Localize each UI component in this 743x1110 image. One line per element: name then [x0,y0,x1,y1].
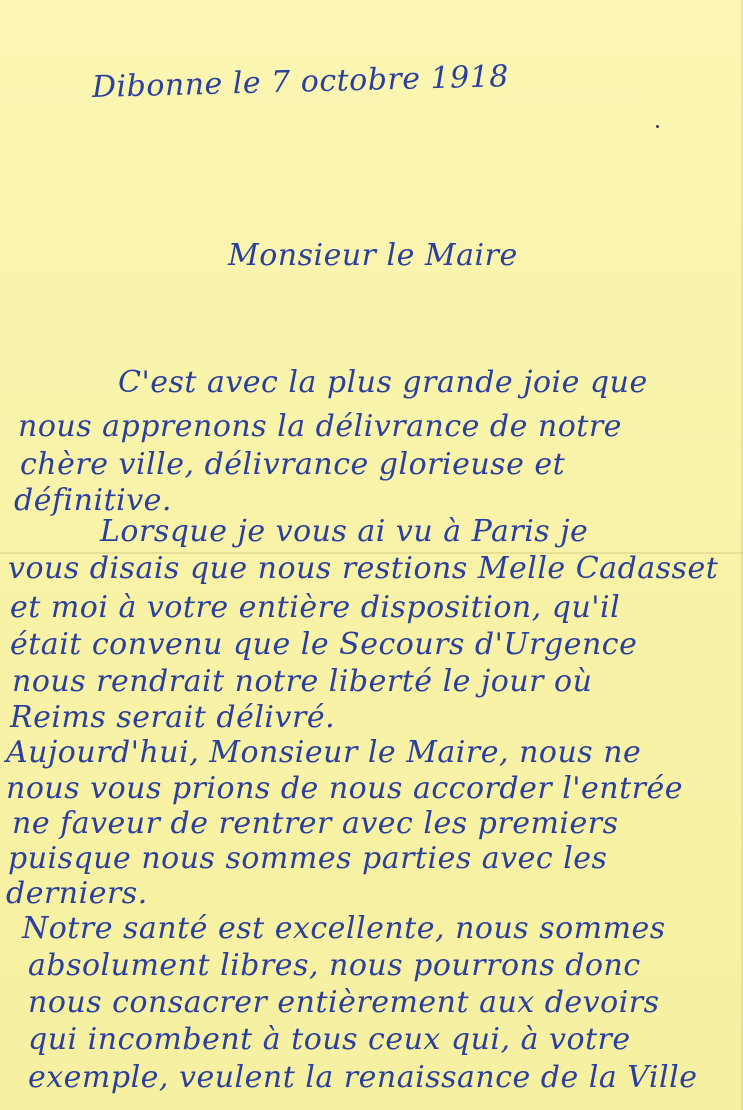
letter-line: définitive. [14,483,172,518]
letter-line: Lorsque je vous ai vu à Paris je [100,514,589,549]
letter-line: Reims serait délivré. [10,700,336,735]
letter-line: qui incombent à tous ceux qui, à votre [28,1022,631,1057]
ink-speck [656,125,659,128]
letter-line: et moi à votre entière disposition, qu'il [10,590,621,625]
letter-line: Notre santé est excellente, nous sommes [22,911,666,946]
letter-line: était convenu que le Secours d'Urgence [10,627,638,662]
letter-salutation: Monsieur le Maire [228,238,518,273]
letter-date: Dibonne le 7 octobre 1918 [91,59,510,105]
letter-line: exemple, veulent la renaissance de la Ville [28,1060,698,1095]
letter-line: derniers. [6,876,148,911]
letter-line: nous apprenons la délivrance de notre [18,409,622,444]
letter-line: ne faveur de rentrer avec les premiers [12,806,619,841]
letter-line: chère ville, délivrance glorieuse et [20,447,566,482]
letter-line: nous consacrer entièrement aux devoirs [28,985,660,1020]
letter-line: C'est avec la plus grande joie que [118,365,648,400]
letter-line: nous vous prions de nous accorder l'entrée [6,771,684,806]
letter-line: Aujourd'hui, Monsieur le Maire, nous ne [6,735,642,770]
letter-line: vous disais que nous restions Melle Cadasset [8,551,719,586]
letter-line: puisque nous sommes parties avec les [8,841,608,876]
letter-line: absolument libres, nous pourrons donc [28,948,641,983]
letter-line: nous rendrait notre liberté le jour où [12,664,593,699]
